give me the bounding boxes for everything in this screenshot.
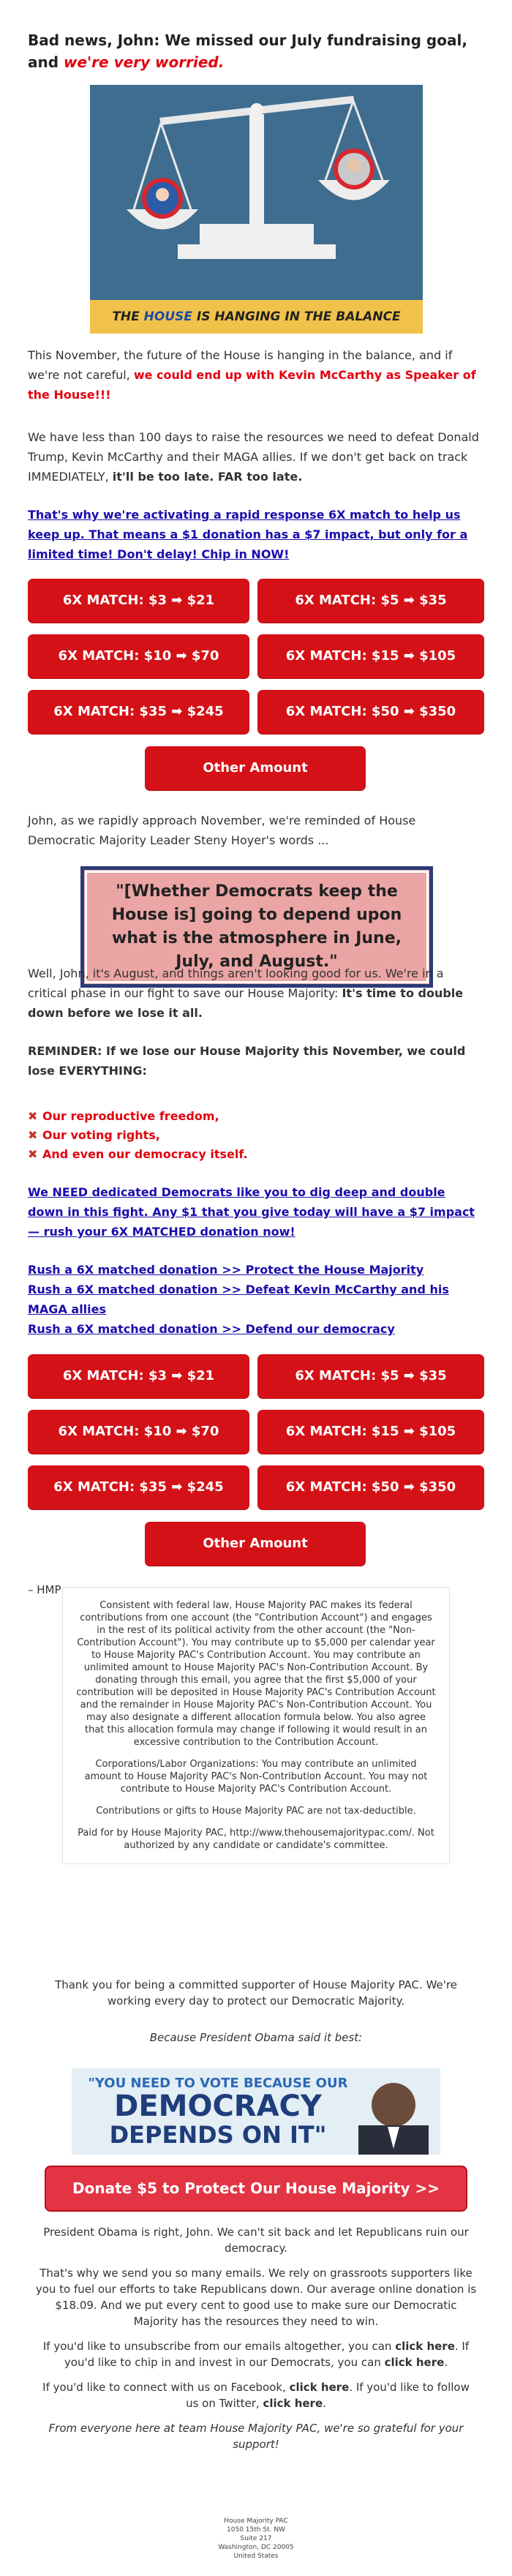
loss-item [28, 1126, 484, 1145]
closing-paragraph-unsubscribe [35, 2338, 477, 2370]
mailing-address [183, 2517, 329, 2561]
closing-text: . If you'd like to follow us on Twitter, [186, 2381, 470, 2410]
obama-quote-text [79, 2076, 357, 2148]
obama-quote-line3: DEPENDS ON IT" [109, 2121, 327, 2149]
address-line: Washington, DC 20005 [218, 2544, 294, 2551]
match-link-paragraph [28, 505, 484, 564]
balance-scale-image [90, 85, 423, 334]
dig-deep-link[interactable]: We NEED dedicated Democrats like you to dig deep and double down in this fight. Any $1 that you give today will have a $7 impact — rush your 6X MATCHED donation now! [28, 1185, 475, 1239]
paragraph-future [28, 345, 484, 405]
match-button-15[interactable]: 6X MATCH: $15 ➡ $105 [257, 634, 484, 678]
reminder-text: REMINDER: If we lose our House Majority this November, we could lose EVERYTHING: [28, 1044, 466, 1078]
headline [28, 29, 484, 73]
address-line: 1050 15th St. NW [227, 2526, 285, 2534]
legal-disclaimer [62, 1587, 450, 1864]
loss-item [28, 1107, 484, 1126]
closing-text: If you'd like to connect with us on Facebook, [42, 2381, 290, 2394]
loss-item [28, 1145, 484, 1164]
match-button-10[interactable]: 6X MATCH: $10 ➡ $70 [28, 634, 249, 678]
obama-quote-line2: DEMOCRACY [114, 2089, 322, 2123]
closing-paragraph-social [35, 2379, 477, 2411]
paragraph-100-days [28, 427, 484, 487]
rush-link-protect[interactable]: Rush a 6X matched donation >> Protect the House Majority [28, 1263, 424, 1277]
other-amount-button[interactable]: Other Amount [145, 746, 366, 790]
p1-emphasis: we could end up with Kevin McCarthy as Speaker of the House!!! [28, 368, 476, 402]
match-button-15[interactable]: 6X MATCH: $15 ➡ $105 [257, 1410, 484, 1454]
closing-paragraph: President Obama is right, John. We can't sit back and let Republicans ruin our democracy. [43, 2226, 469, 2255]
headline-emphasis: we're very worried. [64, 53, 225, 71]
closing-paragraph: That's why we send you so many emails. We rely on grassroots supporters like you to fuel our efforts to take Republicans down. Our average online donation is $18.09. And we put every cent to good use to make sure our Democratic Majority has the resources they need to win. [35, 2267, 477, 2328]
thanks-text: Thank you for being a committed supporter of House Majority PAC. We're working every day to protect our Democratic Majority. [55, 1978, 457, 2008]
donate-5-button[interactable]: Donate $5 to Protect Our House Majority >> [45, 2166, 467, 2212]
paragraph-hoyer: John, as we rapidly approach November, we're reminded of House Democratic Majority Leader Steny Hoyer's words ... [28, 814, 416, 847]
legal-paragraph: Consistent with federal law, House Majority PAC makes its federal contributions from one account (the "Contribution Account") and engages in the rest of its political activity from the other account (the "Non-Contribution Account"). You may contribute up to $5,000 per calendar year to House Majority PAC's Contribution Account. You may contribute an unlimited amount to House Majority PAC's Non-Contribution Account. By donating through this email, you agree that the first $5,000 of your contribution will be deposited in House Majority PAC's Contribution Account and the remainder in House Majority PAC's Non-Contribution Account. You may also designate a different allocation formula below. You also agree that this allocation formula may change if following it would result in an excessive contribution to the Contribution Account. [76, 1600, 436, 1748]
loss-item-label: And even our democracy itself. [42, 1147, 248, 1161]
closing-section [35, 2224, 477, 2452]
paid-for-by: Paid for by House Majority PAC, http://www.thehousemajoritypac.com/. Not authorized by any candidate or candidate's committee. [78, 1828, 434, 1851]
p2-text: We have less than 100 days to raise the resources we need to defeat Donald Trump, Kevin McCarthy and their MAGA allies. If we don't get back on track IMMEDIATELY, [28, 430, 479, 484]
match-button-50[interactable]: 6X MATCH: $50 ➡ $350 [257, 690, 484, 734]
signoff: – HMP [28, 1583, 61, 1596]
red-x-icon: ✖ [28, 1109, 38, 1123]
match-button-3[interactable]: 6X MATCH: $3 ➡ $21 [28, 1354, 249, 1398]
red-x-icon: ✖ [28, 1147, 38, 1161]
address-line: United States [233, 2553, 279, 2560]
match-button-5[interactable]: 6X MATCH: $5 ➡ $35 [257, 1354, 484, 1398]
address-line: Suite 217 [240, 2535, 272, 2542]
match-link[interactable]: That's why we're activating a rapid response 6X match to help us keep up. That means a $1 donation has a $7 impact, but only for a limited time! Don't delay! Chip in NOW! [28, 508, 468, 561]
p4-text: Well, John, it's August, and things aren't looking good for us. We're in a critical phase in our fight to save our House Majority: [28, 966, 444, 1000]
match-button-35[interactable]: 6X MATCH: $35 ➡ $245 [28, 690, 249, 734]
banner-text-house: HOUSE [143, 309, 193, 324]
loss-item-label: Our reproductive freedom, [42, 1109, 219, 1123]
obama-caption: Because President Obama said it best: [149, 2031, 363, 2044]
red-x-icon: ✖ [28, 1128, 38, 1142]
legal-paragraph: Corporations/Labor Organizations: You may contribute an unlimited amount to House Majority PAC's Non-Contribution Account. You may not contribute to House Majority PAC's Contribution Account. [84, 1759, 428, 1795]
headline-lead: Bad news, John: We missed our July fundraising goal, and [28, 31, 467, 71]
closing-paragraph: From everyone here at team House Majority PAC, we're so grateful for your support! [48, 2422, 464, 2451]
match-button-3[interactable]: 6X MATCH: $3 ➡ $21 [28, 579, 249, 623]
rush-links [28, 1260, 484, 1339]
banner-text-pre: THE [112, 309, 144, 324]
address-line: House Majority PAC [224, 2517, 288, 2525]
unsubscribe-link[interactable]: click here [395, 2340, 455, 2353]
banner-text-post: IS HANGING IN THE BALANCE [192, 309, 401, 324]
twitter-link[interactable]: click here [263, 2397, 323, 2410]
hero-banner [90, 300, 423, 334]
closing-text: . If you'd like to chip in and invest in our Democrats, you can [64, 2340, 470, 2369]
match-button-35[interactable]: 6X MATCH: $35 ➡ $245 [28, 1465, 249, 1509]
obama-quote-line1: "YOU NEED TO VOTE BECAUSE OUR [88, 2076, 348, 2091]
chip-in-link[interactable]: click here [384, 2356, 445, 2369]
hoyer-quote: "[Whether Democrats keep the House is] going to depend upon what is the atmosphere in June, July, and August." [80, 866, 433, 988]
closing-text: If you'd like to unsubscribe from our emails altogether, you can [42, 2340, 396, 2353]
p4-emphasis: It's time to double down before we lose it all. [28, 986, 464, 1020]
closing-text: . [444, 2356, 448, 2369]
rush-link-defend[interactable]: Rush a 6X matched donation >> Defend our democracy [28, 1322, 395, 1336]
other-amount-button[interactable]: Other Amount [145, 1522, 366, 1566]
match-button-50[interactable]: 6X MATCH: $50 ➡ $350 [257, 1465, 484, 1509]
loss-item-label: Our voting rights, [42, 1128, 160, 1142]
p1-text: This November, the future of the House is hanging in the balance, and if we're not careful, [28, 348, 453, 382]
loss-list [28, 1107, 484, 1164]
match-button-5[interactable]: 6X MATCH: $5 ➡ $35 [257, 579, 484, 623]
rush-link-defeat[interactable]: Rush a 6X matched donation >> Defeat Kevin McCarthy and his MAGA allies [28, 1283, 449, 1316]
closing-text: . [323, 2397, 326, 2410]
match-button-10[interactable]: 6X MATCH: $10 ➡ $70 [28, 1410, 249, 1454]
dig-deep-link-paragraph [28, 1182, 484, 1242]
paragraph-august [28, 964, 484, 1023]
p2-emphasis: it'll be too late. FAR too late. [112, 470, 303, 484]
legal-paragraph: Contributions or gifts to House Majority PAC are not tax-deductible. [96, 1806, 416, 1817]
obama-quote-banner [72, 2068, 440, 2155]
facebook-link[interactable]: click here [289, 2381, 350, 2394]
scale-illustration [90, 85, 423, 300]
